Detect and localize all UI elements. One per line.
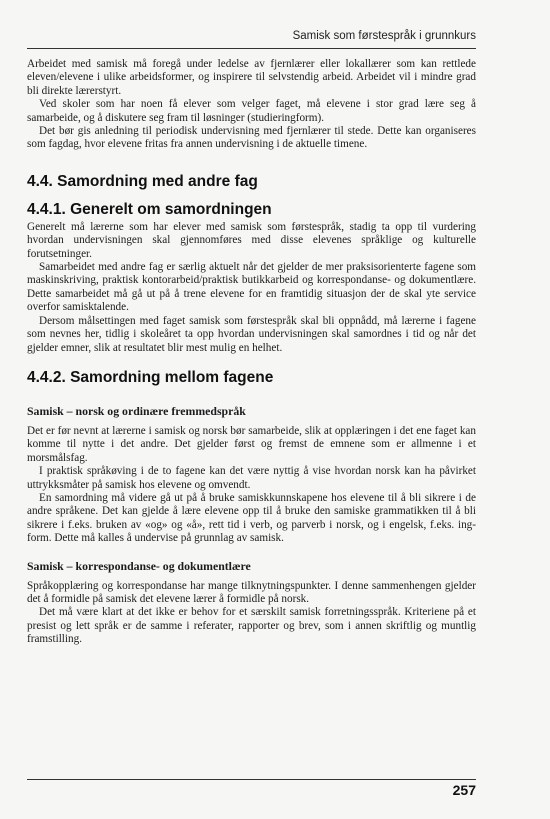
topic-heading: Samisk – norsk og ordinære fremmedspråk	[27, 403, 246, 418]
intro-paragraph: Det bør gis anledning til periodisk undervisning med fjernlærer til stede. Dette kan organiseres som fagdag, hvor elevene fritas fra annen undervisning i de aktuelle timene.	[27, 125, 476, 151]
page-number: 257	[452, 782, 476, 798]
topic-heading: Samisk – korrespondanse- og dokumentlære	[27, 558, 251, 573]
intro-paragraph: Ved skoler som har noen få elever som velger faget, må elevene i stor grad lære seg å samarbeide, og å diskutere seg fram til løsninger (studieringform).	[27, 98, 476, 124]
body-paragraph: Dersom målsettingen med faget samisk som førstespråk skal bli oppnådd, må lærerne i fagene som nevnes her, tidlig i skoleåret ta opp hvordan undervisningen skal samordnes i tid og når det gjelder emner, slik at resultatet blir mest mulig en helhet.	[27, 314, 476, 354]
body-paragraph: I praktisk språkøving i de to fagene kan det være nyttig å vise hvordan norsk kan ha påvirket uttrykksmåter på samisk hos elevene og omvendt.	[27, 465, 476, 491]
page-content	[27, 58, 476, 647]
body-paragraph: Samarbeidet med andre fag er særlig aktuelt når det gjelder de mer praksisorienterte fagene som maskinskriving, praktisk kontorarbeid/praktisk butikkarbeid og korrespondanse- og dokumentlære. Dette samarbeidet må gå ut på å trene elevene for en framtidig situasjon der de skal yte service overfor samisktalende.	[27, 261, 476, 314]
header-rule	[27, 48, 476, 49]
body-paragraph: Det må være klart at det ikke er behov for et særskilt samisk forretningsspråk. Kriteriene på et presist og lett språk er de samme i referater, rapporter og brev, som i annen skriftlig og muntlig framstilling.	[27, 606, 476, 646]
subsection-heading: 4.4.1. Generelt om samordningen	[27, 200, 272, 218]
body-paragraph: En samordning må videre gå ut på å bruke samiskkunnskapene hos elevene til å bli sikrere i de andre språkene. Det kan gjelde å lære elevene opp til å bruke den samiske grammatikken til å bli sikrere i f.eks. bruken av «og» og «å», rett tid i verb, og parverb i norsk, og i engelsk, f.eks. ing-form. Dette må kalles å undervise på grunnlag av samisk.	[27, 491, 476, 545]
running-header: Samisk som førstespråk i grunnkurs	[292, 30, 476, 42]
body-paragraph: Generelt må lærerne som har elever med samisk som førstespråk, stadig ta opp til vurdering hvordan undervisningen skal gjennomføres med disse elevenes språklige og kulturelle forutsetninger.	[27, 220, 476, 260]
body-paragraph: Det er før nevnt at lærerne i samisk og norsk bør samarbeide, slik at opplæringen i det ene faget kan komme til nytte i det andre. Det gjelder først og fremst de emnene som er allmenne i et morsmålsfag.	[27, 424, 476, 464]
section-heading: 4.4. Samordning med andre fag	[27, 172, 258, 190]
footer-rule	[27, 779, 476, 780]
subsection-heading: 4.4.2. Samordning mellom fagene	[27, 368, 274, 386]
body-paragraph: Språkopplæring og korrespondanse har mange tilknytningspunkter. I denne sammenhengen gjelder det å formidle på samisk det elevene lærer å formidle på norsk.	[27, 579, 476, 605]
intro-paragraph: Arbeidet med samisk må foregå under ledelse av fjernlærer eller lokallærer som kan rettlede eleven/elevene i ulike arbeidsformer, og inspirere til selvstendig arbeid. Arbeidet vil i mindre grad bli direkte lærerstyrt.	[27, 58, 476, 97]
